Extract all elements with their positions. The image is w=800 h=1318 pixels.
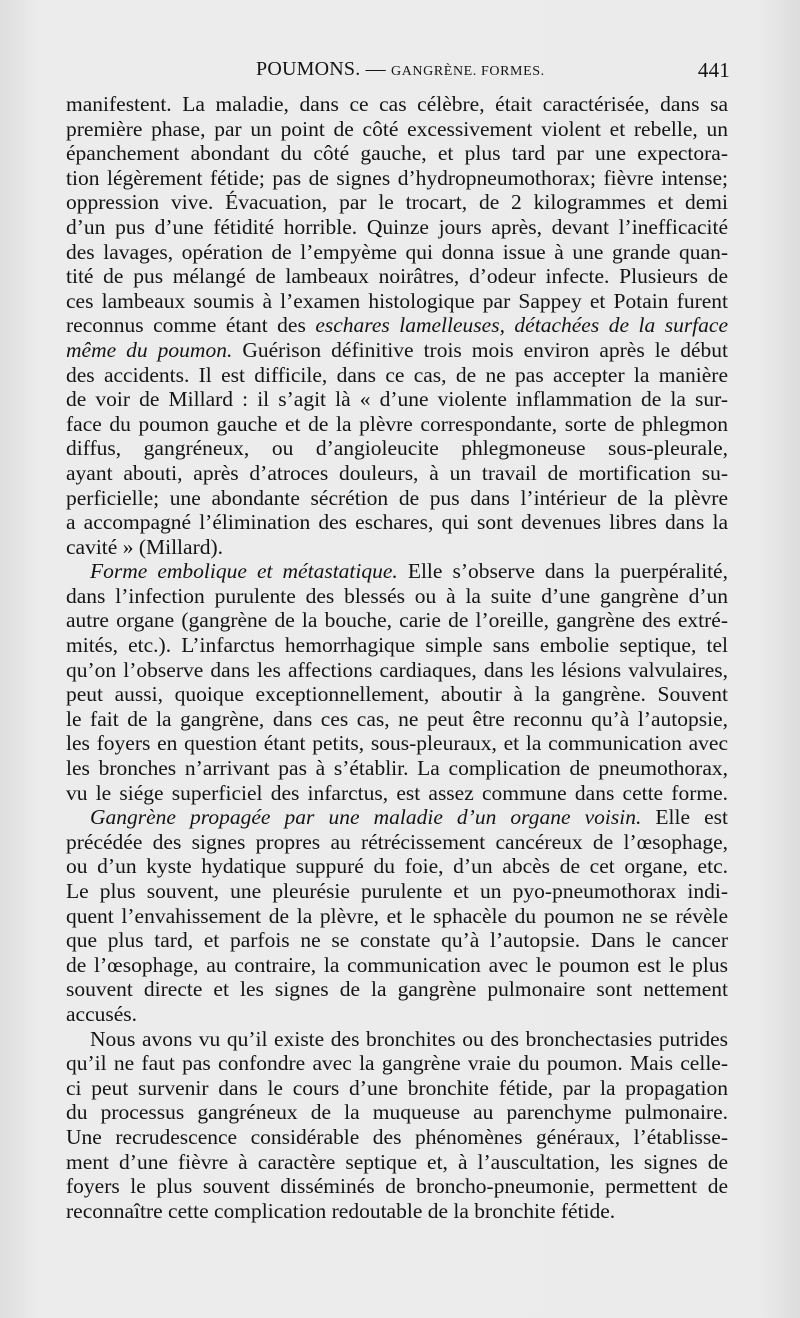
text-line: reconnaître cette complication redoutable de la bronchite fétide. bbox=[66, 1198, 616, 1223]
text-line: qu’il ne faut pas confondre avec la gangrène vraie du poumon. Mais celle- bbox=[66, 1051, 728, 1076]
text-line: cavité » (Millard). bbox=[66, 534, 224, 559]
text-line: Le plus souvent, une pleurésie purulente et un pyo-pneumothorax indi- bbox=[66, 879, 728, 903]
text-line: épanchement abondant du côté gauche, et plus tard par une expectora- bbox=[66, 141, 728, 166]
line-text: Guérison définitive trois mois environ après le début bbox=[232, 337, 728, 362]
text-line: a accompagné l’élimination des eschares, qui sont devenues libres dans la bbox=[66, 510, 728, 535]
text-line: ou d’un kyste hydatique suppuré du foie, d’un abcès de cet organe, etc. bbox=[66, 854, 728, 879]
text-line: qu’on l’observe dans les affections cardiaques, dans les lésions valvulaires, bbox=[66, 657, 728, 682]
italic-phrase: Forme embolique et métastatique. bbox=[90, 559, 398, 584]
text-line: diffus, gangréneux, ou d’angioleucite phlegmoneuse sous-pleurale, bbox=[66, 436, 728, 461]
running-subtitle: GANGRÈNE. FORMES. bbox=[391, 64, 545, 79]
text-line: que plus tard, et parfois ne se constate qu’à l’autopsie. Dans le cancer bbox=[66, 928, 728, 953]
line-text: Elle s’observe dans la puerpéralité, bbox=[397, 559, 728, 584]
text-line: des accidents. Il est difficile, dans ce cas, de ne pas accepter la manière bbox=[66, 362, 728, 387]
text-line: ces lambeaux soumis à l’examen histologique par Sappey et Potain furent bbox=[66, 288, 728, 313]
body-text bbox=[66, 92, 728, 1223]
text-line: tion légèrement fétide; pas de signes d’hydropneumothorax; fièvre intense; bbox=[66, 165, 728, 190]
text-line: oppression vive. Évacuation, par le trocart, de 2 kilogrammes et demi bbox=[66, 190, 728, 215]
page-number: 441 bbox=[697, 58, 730, 82]
text-line: première phase, par un point de côté excessivement violent et rebelle, un bbox=[66, 116, 728, 141]
text-line: perficielle; une abondante sécrétion de pus dans l’intérieur de la plèvre bbox=[66, 485, 728, 510]
text-line: le fait de la gangrène, dans ces cas, ne peut être reconnu qu’à l’autopsie, bbox=[66, 706, 728, 731]
text-line: face du poumon gauche et de la plèvre correspondante, sorte de phlegmon bbox=[66, 411, 728, 436]
text-line bbox=[66, 559, 728, 584]
text-line: accusés. bbox=[66, 1001, 138, 1026]
text-line: du processus gangréneux de la muqueuse au parenchyme pulmonaire. bbox=[66, 1100, 728, 1125]
header-separator: — bbox=[365, 58, 386, 80]
text-line: tité de pus mélangé de lambeaux noirâtres, d’odeur infecte. Plusieurs de bbox=[66, 264, 728, 289]
text-line bbox=[66, 313, 728, 338]
text-line: des lavages, opération de l’empyème qui donna issue à une grande quan- bbox=[66, 239, 728, 264]
text-line: peut aussi, quoique exceptionnellement, aboutir à la gangrène. Souvent bbox=[66, 682, 728, 707]
text-line: vu le siége superficiel des infarctus, est assez commune dans cette forme. bbox=[66, 780, 728, 805]
text-line: de l’œsophage, au contraire, la communication avec le poumon est le plus bbox=[66, 952, 728, 977]
italic-phrase: Gangrène propagée par une maladie d’un organe voisin. bbox=[90, 805, 642, 830]
text-line: quent l’envahissement de la plèvre, et le sphacèle du poumon ne se révèle bbox=[66, 903, 728, 928]
text-line: Une recrudescence considérable des phénomènes généraux, l’établisse- bbox=[66, 1124, 728, 1149]
text-line: Nous avons vu qu’il existe des bronchites ou des bronchectasies putrides bbox=[90, 1026, 728, 1051]
text-line: autre organe (gangrène de la bouche, carie de l’oreille, gangrène des extré- bbox=[66, 608, 728, 633]
text-line: manifestent. La maladie, dans ce cas célèbre, était caractérisée, dans sa bbox=[66, 92, 728, 116]
running-header bbox=[62, 58, 730, 88]
text-line: mités, etc.). L’infarctus hemorrhagique simple sans embolie septique, tel bbox=[66, 633, 728, 658]
text-line: dans l’infection purulente des blessés ou à la suite d’une gangrène d’un bbox=[66, 583, 728, 608]
text-line: d’un pus d’une fétidité horrible. Quinze jours après, devant l’inefficacité bbox=[66, 214, 728, 239]
running-title: POUMONS. bbox=[256, 58, 361, 80]
text-line: de voir de Millard : il s’agit là « d’une violente inflammation de la sur- bbox=[66, 387, 728, 412]
line-text: reconnus comme étant des bbox=[66, 313, 316, 338]
text-line: ayant abouti, après d’atroces douleurs, à un travail de mortification su- bbox=[66, 460, 728, 485]
text-line: les bronches n’arrivant pas à s’établir. La complication de pneumothorax, bbox=[66, 756, 728, 781]
text-line: précédée des signes propres au rétrécissement cancéreux de l’œsophage, bbox=[66, 829, 728, 854]
text-line: ment d’une fièvre à caractère septique et, à l’auscultation, les signes de bbox=[66, 1149, 728, 1174]
text-line bbox=[66, 805, 728, 830]
text-line: souvent directe et les signes de la gangrène pulmonaire sont nettement bbox=[66, 977, 728, 1002]
text-line bbox=[66, 338, 728, 363]
text-line: ci peut survenir dans le cours d’une bronchite fétide, par la propagation bbox=[66, 1075, 728, 1100]
italic-phrase: eschares lamelleuses, détachées de la surface bbox=[315, 313, 728, 338]
italic-phrase: même du poumon. bbox=[66, 337, 233, 362]
text-line: les foyers en question étant petits, sous-pleuraux, et la communication avec bbox=[66, 731, 728, 756]
line-text: Elle est bbox=[641, 805, 728, 830]
text-line: foyers le plus souvent disséminés de broncho-pneumonie, permettent de bbox=[66, 1174, 728, 1199]
running-head bbox=[256, 58, 545, 81]
